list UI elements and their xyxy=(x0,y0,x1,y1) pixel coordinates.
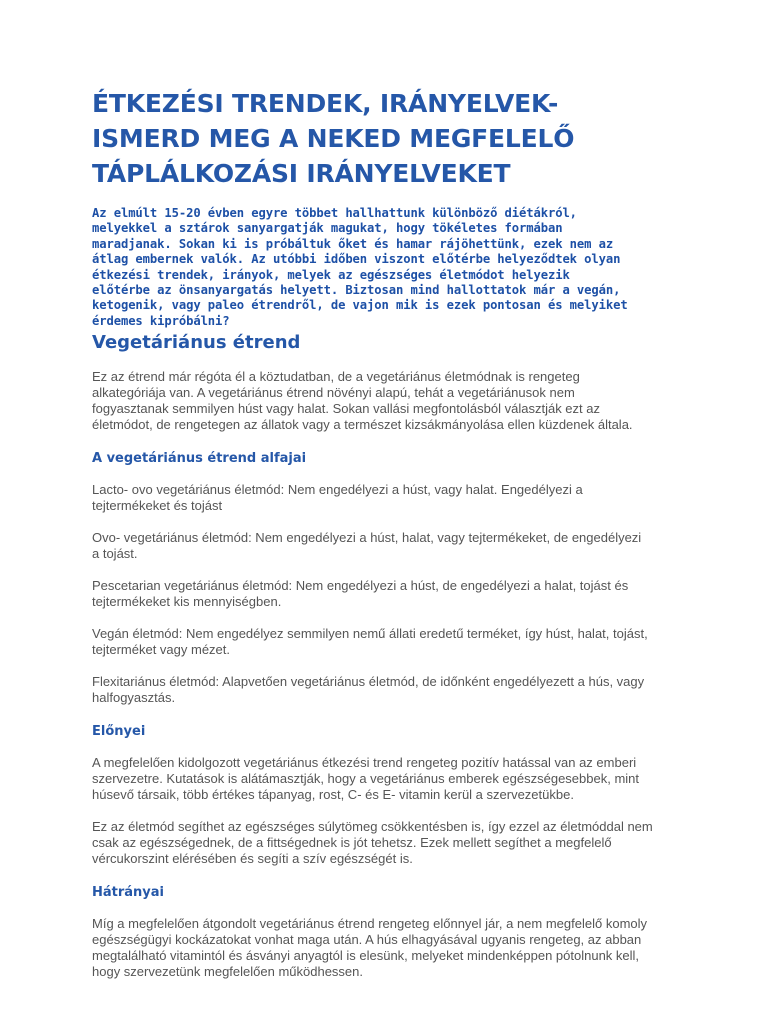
subtype-line: Lacto- ovo vegetáriánus életmód: Nem engedélyezi a húst, vagy halat. Engedélyezi a xyxy=(92,482,583,498)
subtype-paragraph xyxy=(92,674,680,706)
intro-line: fogyasztanak semmilyen húst vagy halat. Sokan vallási megfontolásból választják ezt az xyxy=(92,401,600,417)
intro-line: Ez az étrend már régóta él a köztudatban, de a vegetáriánus életmódnak is rengeteg xyxy=(92,369,580,385)
document-page xyxy=(92,86,680,996)
lead-line: átlag embernek valók. Az utóbbi időben viszont előtérbe helyeződtek olyan xyxy=(92,252,621,267)
lead-line: melyekkel a sztárok sanyargatják magukat, hogy tökéletes formában xyxy=(92,221,563,236)
page-title xyxy=(92,86,680,191)
lead-line: ketogenik, vagy paleo étrendről, de vajon mik is ezek pontosan és melyiket xyxy=(92,298,628,313)
cons-line: hogy szervezetünk megfelelően működhessen. xyxy=(92,964,363,980)
subtype-line: tejtermékeket és tojást xyxy=(92,498,223,514)
cons-paragraph xyxy=(92,916,680,980)
subtype-paragraph xyxy=(92,482,680,514)
cons-line: megtalálható vitamintól és ásványi anyagtól is elesünk, melyeket mindenképpen pótolnunk kell, xyxy=(92,948,640,964)
section-title: Vegetáriánus étrend xyxy=(92,332,301,354)
title-line: ISMERD MEG A NEKED MEGFELELŐ xyxy=(92,124,575,153)
lead-line: érdemes kipróbálni? xyxy=(92,313,230,328)
title-line: ÉTKEZÉSI TRENDEK, IRÁNYELVEK- xyxy=(92,89,559,118)
subtype-line: halfogyasztás. xyxy=(92,690,176,706)
subtype-line: tejtermékeket kis mennyiségben. xyxy=(92,594,282,610)
subtype-line: Flexitariánus életmód: Alapvetően vegetáriánus életmód, de időnként engedélyezett a hús, vagy xyxy=(92,674,645,690)
lead-line: előtérbe az önsanyargatás helyett. Biztosan mind hallottatok már a vegán, xyxy=(92,283,621,298)
subtype-line: a tojást. xyxy=(92,546,138,562)
subtype-line: Ovo- vegetáriánus életmód: Nem engedélyezi a húst, halat, vagy tejtermékeket, de engedélyezi xyxy=(92,530,642,546)
subtypes-heading: A vegetáriánus étrend alfajai xyxy=(92,451,307,467)
intro-line: alkategóriája van. A vegetáriánus étrend növényi alapú, tehát a vegetáriánusok nem xyxy=(92,385,575,401)
subtype-paragraph xyxy=(92,578,680,610)
lead-line: Az elmúlt 15-20 évben egyre többet hallhattunk különböző diétákról, xyxy=(92,206,577,220)
pros-paragraph xyxy=(92,819,680,867)
cons-line: Míg a megfelelően átgondolt vegetáriánus étrend rengeteg előnnyel jár, a nem megfelelő komoly xyxy=(92,916,648,932)
subtype-paragraph xyxy=(92,530,680,562)
pros-line: Ez az életmód segíthet az egészséges súlytömeg csökkentésben is, így ezzel az életmóddal nem xyxy=(92,819,653,835)
intro-line: életmódot, de rengetegen az állatok vagy a természet kizsákmányolása ellen küzdenek általa. xyxy=(92,417,633,433)
cons-heading: Hátrányai xyxy=(92,885,165,901)
subtype-paragraph xyxy=(92,626,680,658)
intro-paragraph xyxy=(92,369,680,433)
pros-line: húsevő társaik, több értékes tápanyag, rost, C- és E- vitamin kerül a szervezetükbe. xyxy=(92,787,574,803)
lead-line: étkezési trendek, irányok, melyek az egészséges életmódot helyezik xyxy=(92,267,570,282)
pros-line: szervezetre. Kutatások is alátámasztják, hogy a vegetáriánus emberek egészségesebbek, mint xyxy=(92,771,640,787)
subtype-line: Vegán életmód: Nem engedélyez semmilyen nemű állati eredetű terméket, így húst, halat, tojást, xyxy=(92,626,648,642)
pros-line: csak az egészségednek, de a fittségednek is jót tehetsz. Ezek mellett segíthet a megfelelő xyxy=(92,835,612,851)
pros-line: A megfelelően kidolgozott vegetáriánus étkezési trend rengeteg pozitív hatással van az emberi xyxy=(92,755,637,771)
subtype-line: tejterméket vagy mézet. xyxy=(92,642,230,658)
pros-heading: Előnyei xyxy=(92,724,146,740)
cons-line: egészségügyi kockázatokat vonhat maga után. A hús elhagyásával ugyanis rengeteg, az abban xyxy=(92,932,642,948)
subtype-line: Pescetarian vegetáriánus életmód: Nem engedélyezi a húst, de engedélyezi a halat, tojást és xyxy=(92,578,629,594)
pros-paragraph xyxy=(92,755,680,803)
pros-line: vércukorszint elérésében és segíti a szív egészségét is. xyxy=(92,851,413,867)
lead-paragraph xyxy=(92,206,680,329)
title-line: TÁPLÁLKOZÁSI IRÁNYELVEKET xyxy=(92,159,511,188)
lead-line: maradjanak. Sokan ki is próbáltuk őket és hamar rájöhettünk, ezek nem az xyxy=(92,236,614,251)
